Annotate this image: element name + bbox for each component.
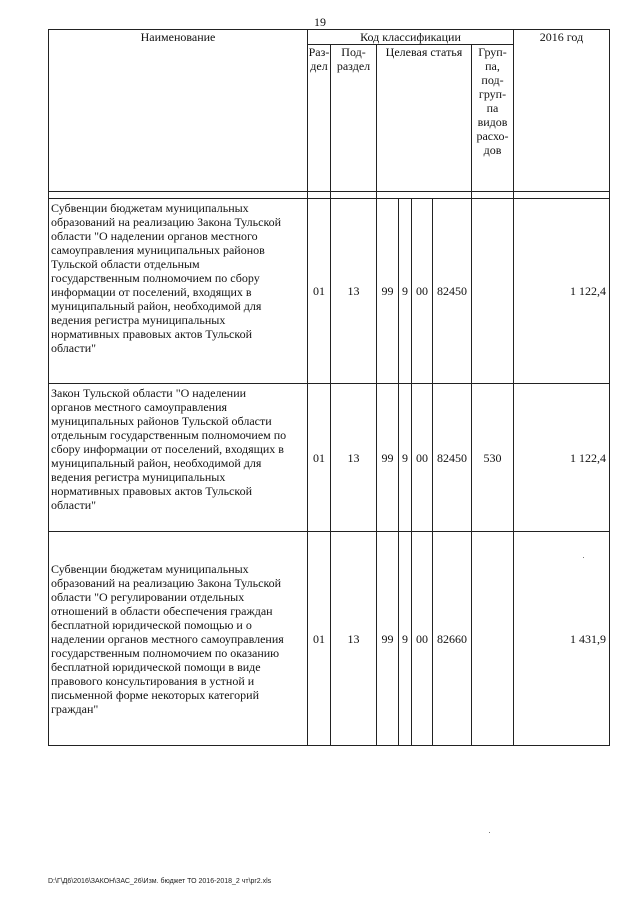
row-name-line: наделении органов местного самоуправления bbox=[51, 631, 284, 646]
row-name-line: бесплатной юридической помощью и о bbox=[51, 617, 252, 632]
header-subsection bbox=[331, 45, 377, 192]
row-section: 01 bbox=[308, 199, 331, 384]
row-name-line: образований на реализацию Закона Тульской bbox=[51, 215, 282, 229]
row-section: 01 bbox=[308, 384, 331, 532]
scan-speck bbox=[489, 832, 490, 833]
row-name-line: бесплатной юридической помощи в виде bbox=[51, 659, 261, 674]
row-name-line: нормативных правовых актов Тульской bbox=[51, 327, 253, 341]
row-target-subprogram: 9 bbox=[399, 532, 412, 746]
row-name bbox=[49, 384, 308, 532]
header-group-line: видов bbox=[477, 115, 508, 129]
row-target-program: 99 bbox=[377, 384, 399, 532]
row-target-subprogram: 9 bbox=[399, 384, 412, 532]
row-group bbox=[472, 199, 514, 384]
header-name: Наименование bbox=[49, 30, 308, 192]
row-name-line: области "О наделении органов местного bbox=[51, 229, 258, 243]
table-row bbox=[49, 532, 610, 746]
scan-speck bbox=[583, 557, 584, 558]
header-section-line-1: Раз- bbox=[308, 45, 330, 59]
row-amount: 1 122,4 bbox=[514, 384, 610, 532]
row-target-direction: 82660 bbox=[433, 532, 472, 746]
header-spacer-row bbox=[49, 192, 610, 199]
row-name-line: ведения регистра муниципальных bbox=[51, 313, 226, 327]
row-name-line: письменной форме некоторых категорий bbox=[51, 687, 260, 702]
row-name-line: самоуправления муниципальных районов bbox=[51, 243, 265, 257]
budget-table bbox=[48, 29, 610, 746]
header-group-line: па, bbox=[485, 59, 500, 73]
page-number: 19 bbox=[314, 15, 326, 29]
table-row bbox=[49, 199, 610, 384]
row-name-line: ведения регистра муниципальных bbox=[51, 470, 226, 484]
row-name-line: Закон Тульской области "О наделении bbox=[51, 386, 247, 400]
row-name-line: информации от поселений, входящих в bbox=[51, 285, 252, 299]
file-path-footer: D:\Г\Д6\2016\ЗАКОН\ЗАС_26\Изм. бюджет ТО 2016-2018_2 чт\pr2.xls bbox=[48, 878, 272, 885]
header-group bbox=[472, 45, 514, 192]
row-name-line: правового консультирования в устной и bbox=[51, 673, 255, 688]
header-subsection-line-1: Под- bbox=[341, 45, 366, 59]
row-name-line: области" bbox=[51, 498, 97, 512]
header-code: Код классификации bbox=[308, 30, 514, 45]
row-subsection: 13 bbox=[331, 384, 377, 532]
row-name-line: муниципальных районов Тульской области bbox=[51, 414, 272, 428]
row-name-line: нормативных правовых актов Тульской bbox=[51, 484, 253, 498]
row-target-direction: 82450 bbox=[433, 199, 472, 384]
row-name-line: отношений в области обеспечения граждан bbox=[51, 603, 273, 618]
row-name-line: граждан" bbox=[51, 701, 99, 716]
header-group-line: Груп- bbox=[478, 45, 507, 59]
row-name-line: государственным полномочием по оказанию bbox=[51, 645, 280, 660]
row-section: 01 bbox=[308, 532, 331, 746]
row-name bbox=[49, 532, 308, 746]
row-group: 530 bbox=[472, 384, 514, 532]
row-name-line: Субвенции бюджетам муниципальных bbox=[51, 561, 249, 576]
header-section bbox=[308, 45, 331, 192]
row-name-line: области "О регулировании отдельных bbox=[51, 589, 245, 604]
row-name-line: отдельным государственным полномочием по bbox=[51, 428, 287, 442]
row-name-line: органов местного самоуправления bbox=[51, 400, 228, 414]
row-target-program: 99 bbox=[377, 532, 399, 746]
row-name-line: образований на реализацию Закона Тульской bbox=[51, 575, 282, 590]
header-target: Целевая статья bbox=[377, 45, 472, 192]
row-target-event: 00 bbox=[412, 199, 433, 384]
row-target-subprogram: 9 bbox=[399, 199, 412, 384]
row-name-line: государственным полномочием по сбору bbox=[51, 271, 260, 285]
row-name-line: области" bbox=[51, 341, 97, 355]
row-target-direction: 82450 bbox=[433, 384, 472, 532]
row-target-program: 99 bbox=[377, 199, 399, 384]
row-target-event: 00 bbox=[412, 532, 433, 746]
header-group-line: па bbox=[486, 101, 499, 115]
header-group-line: дов bbox=[483, 143, 502, 157]
row-amount: 1 122,4 bbox=[514, 199, 610, 384]
header-group-line: расхо- bbox=[476, 129, 509, 143]
row-subsection: 13 bbox=[331, 199, 377, 384]
header-row-1 bbox=[49, 30, 610, 45]
row-name-line: Субвенции бюджетам муниципальных bbox=[51, 201, 249, 215]
row-name-line: муниципальный район, необходимой для bbox=[51, 299, 262, 313]
row-target-event: 00 bbox=[412, 384, 433, 532]
header-subsection-line-2: раздел bbox=[336, 59, 371, 73]
row-group bbox=[472, 532, 514, 746]
header-group-line: под- bbox=[481, 73, 504, 87]
row-amount: 1 431,9 bbox=[514, 532, 610, 746]
row-subsection: 13 bbox=[331, 532, 377, 746]
row-name-line: сбору информации от поселений, входящих в bbox=[51, 442, 284, 456]
row-name bbox=[49, 199, 308, 384]
header-group-line: груп- bbox=[478, 87, 507, 101]
header-section-line-2: дел bbox=[310, 59, 328, 73]
header-year: 2016 год bbox=[514, 30, 610, 192]
row-name-line: Тульской области отдельным bbox=[51, 257, 200, 271]
row-name-line: муниципальный район, необходимой для bbox=[51, 456, 262, 470]
table-row bbox=[49, 384, 610, 532]
